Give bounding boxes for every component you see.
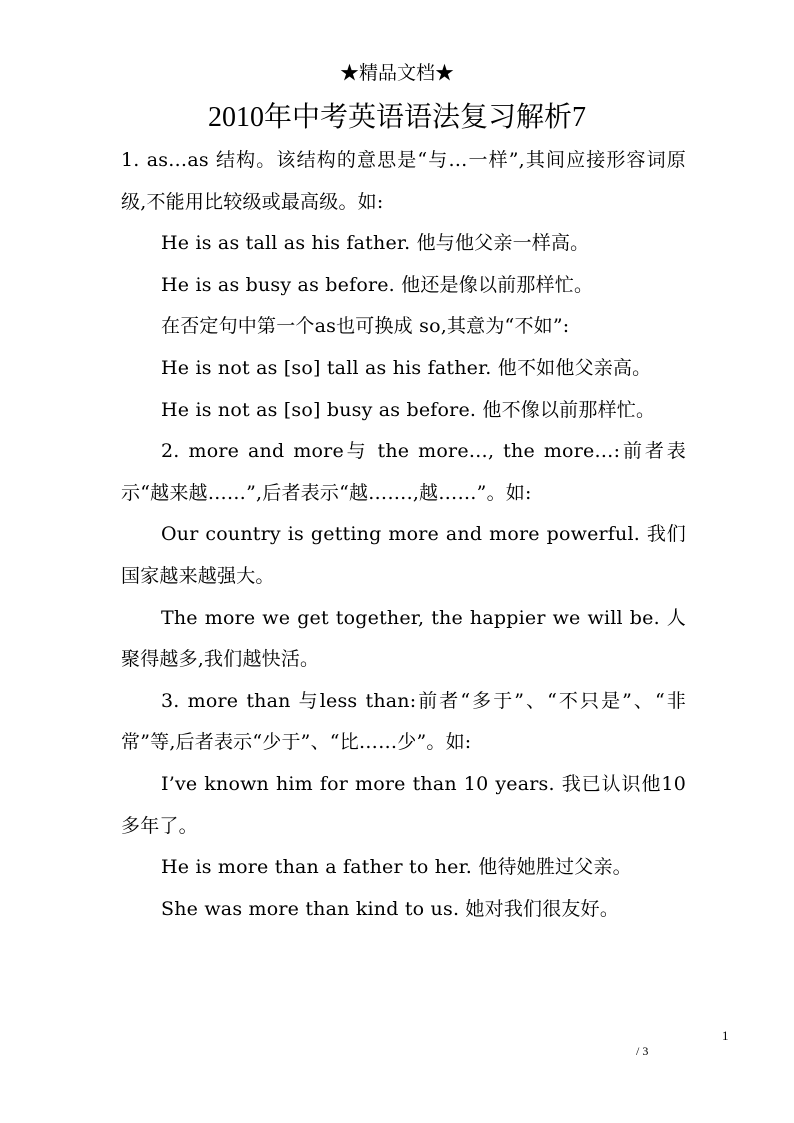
example-more-than-father: He is more than a father to her. 他待她胜过父亲。: [161, 856, 632, 879]
paragraph-negative-so: 在否定句中第一个as也可换成 so,其意为“不如”:: [161, 315, 570, 338]
document-body: [121, 140, 686, 930]
page-total: / 3: [636, 1044, 649, 1058]
document-title: 2010年中考英语语法复习解析7: [207, 102, 586, 133]
example-known-him: I’ve known him for more than 10 years. 我已认识他10多年了。: [121, 772, 686, 837]
example-as-tall: He is as tall as his father. 他与他父亲一样高。: [161, 232, 590, 255]
example-not-as-tall: He is not as [so] tall as his father. 他不如他父亲高。: [161, 356, 652, 379]
example-the-more: The more we get together, the happier we will be. 人聚得越多,我们越快活。: [121, 606, 686, 671]
page-number: 1: [722, 1028, 729, 1043]
paragraph-more-than-less-than: 3. more than 与less than:前者“多于”、“不只是”、“非常”等,后者表示“少于”、“比……少”。如:: [121, 689, 686, 754]
example-as-busy: He is as busy as before. 他还是像以前那样忙。: [161, 273, 594, 296]
page-header-label: ★精品文档★: [339, 62, 454, 84]
paragraph-as-as-structure: 1. as…as 结构。该结构的意思是“与…一样”,其间应接形容词原级,不能用比较级或最高级。如:: [121, 149, 686, 213]
example-more-than-kind: She was more than kind to us. 她对我们很友好。: [161, 897, 620, 920]
paragraph-more-and-more: 2. more and more与 the more…, the more…:前者表示“越来越……”,后者表示“越…….,越……”。如:: [121, 440, 686, 504]
example-not-as-busy: He is not as [so] busy as before. 他不像以前那样忙。: [161, 398, 656, 421]
example-more-powerful: Our country is getting more and more powerful. 我们国家越来越强大。: [121, 523, 686, 587]
